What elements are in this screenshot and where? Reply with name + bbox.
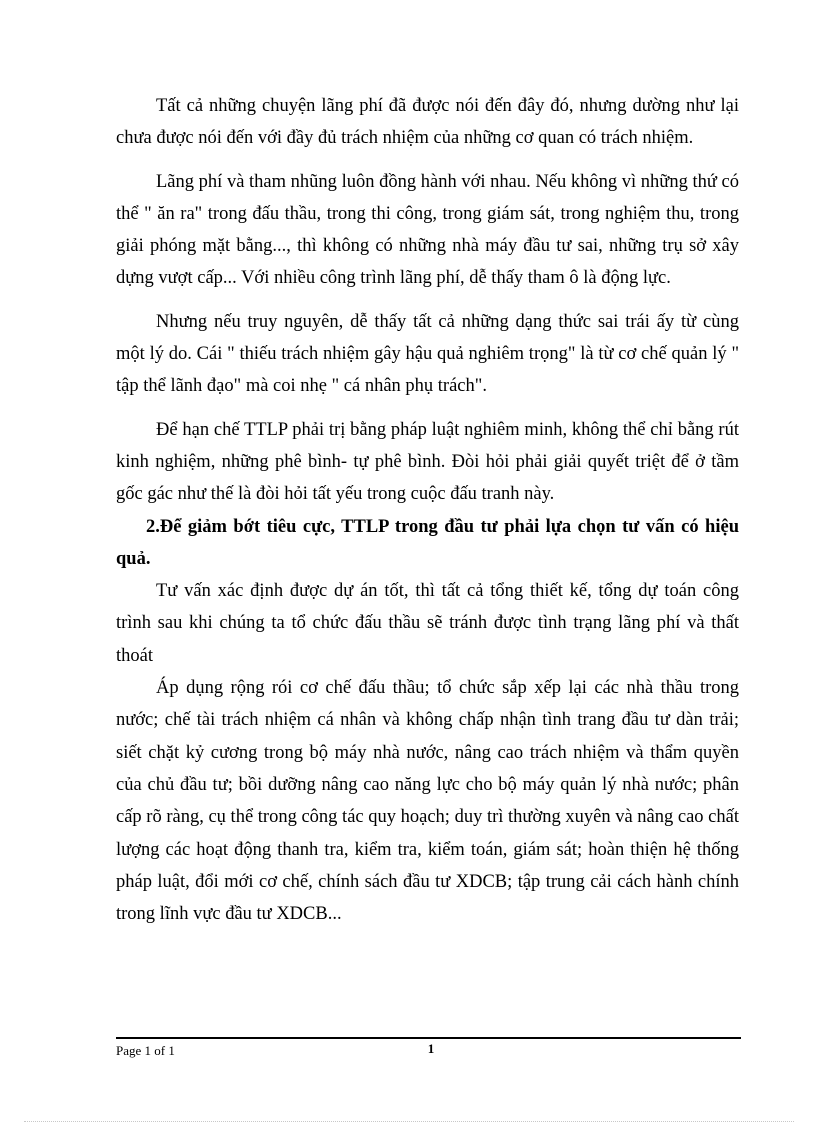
paragraph-consulting: Tư vấn xác định được dự án tốt, thì tất cả tổng thiết kế, tổng dự toán công trình sau khi chúng ta tổ chức đấu thầu sẽ tránh được tình trạng lãng phí và thất thoát [116, 581, 739, 666]
footer-page-number: 1 [427, 1041, 435, 1056]
section-heading-consulting: 2.Để giảm bớt tiêu cực, TTLP trong đầu tư phải lựa chọn tư vấn có hiệu quả. [116, 516, 739, 569]
paragraph-root-cause: Nhưng nếu truy nguyên, dễ thấy tất cả những dạng thức sai trái ấy từ cùng một lý do. Cái " thiếu trách nhiệm gây hậu quả nghiêm trọng" là từ cơ chế quản lý " tập thể lãnh đạo" mà coi nhẹ " cá nhân phụ trách". [116, 311, 739, 397]
document-body [116, 90, 739, 930]
paragraph-legal-measures: Để hạn chế TTLP phải trị bằng pháp luật nghiêm minh, không thể chỉ bằng rút kinh nghiệm, những phê bình- tự phê bình. Đòi hỏi phải giải quyết triệt để ở tầm gốc gác như thế là đòi hỏi tất yếu trong cuộc đấu tranh này. [116, 419, 739, 505]
paragraph-wasteful-responsibility: Tất cả những chuyện lãng phí đã được nói đến đây đó, nhưng dường như lại chưa được nói đến với đầy đủ trách nhiệm của những cơ quan có trách nhiệm. [116, 96, 739, 149]
footer-divider [116, 1037, 741, 1039]
page-bottom-edge [24, 1121, 794, 1122]
paragraph-bidding-measures: Áp dụng rộng rói cơ chế đấu thầu; tổ chức sắp xếp lại các nhà thầu trong nước; chế tài trách nhiệm cá nhân và không chấp nhận tình trang đầu tư dàn trải; siết chặt kỷ cương trong bộ máy nhà nước, nâng cao trách nhiệm và thẩm quyền của chủ đầu tư; bồi dưỡng nâng cao năng lực cho bộ máy quản lý nhà nước; phân cấp rõ ràng, cụ thể trong công tác quy hoạch; duy trì thường xuyên và nâng cao chất lượng các hoạt động thanh tra, kiểm tra, kiểm toán, giám sát; hoàn thiện hệ thống pháp luật, đổi mới cơ chế, chính sách đầu tư XDCB; tập trung cải cách hành chính trong lĩnh vực đầu tư XDCB... [116, 678, 739, 925]
paragraph-waste-and-corruption: Lãng phí và tham nhũng luôn đồng hành với nhau. Nếu không vì những thứ có thể " ăn ra" trong đấu thầu, trong thi công, trong giám sát, trong nghiệm thu, trong giải phóng mặt bằng..., thì không có những nhà máy đầu tư sai, những trụ sở xây dựng vượt cấp... Với nhiều công trình lãng phí, dễ thấy tham ô là động lực. [116, 171, 739, 289]
footer-page-label: Page 1 of 1 [116, 1043, 175, 1058]
